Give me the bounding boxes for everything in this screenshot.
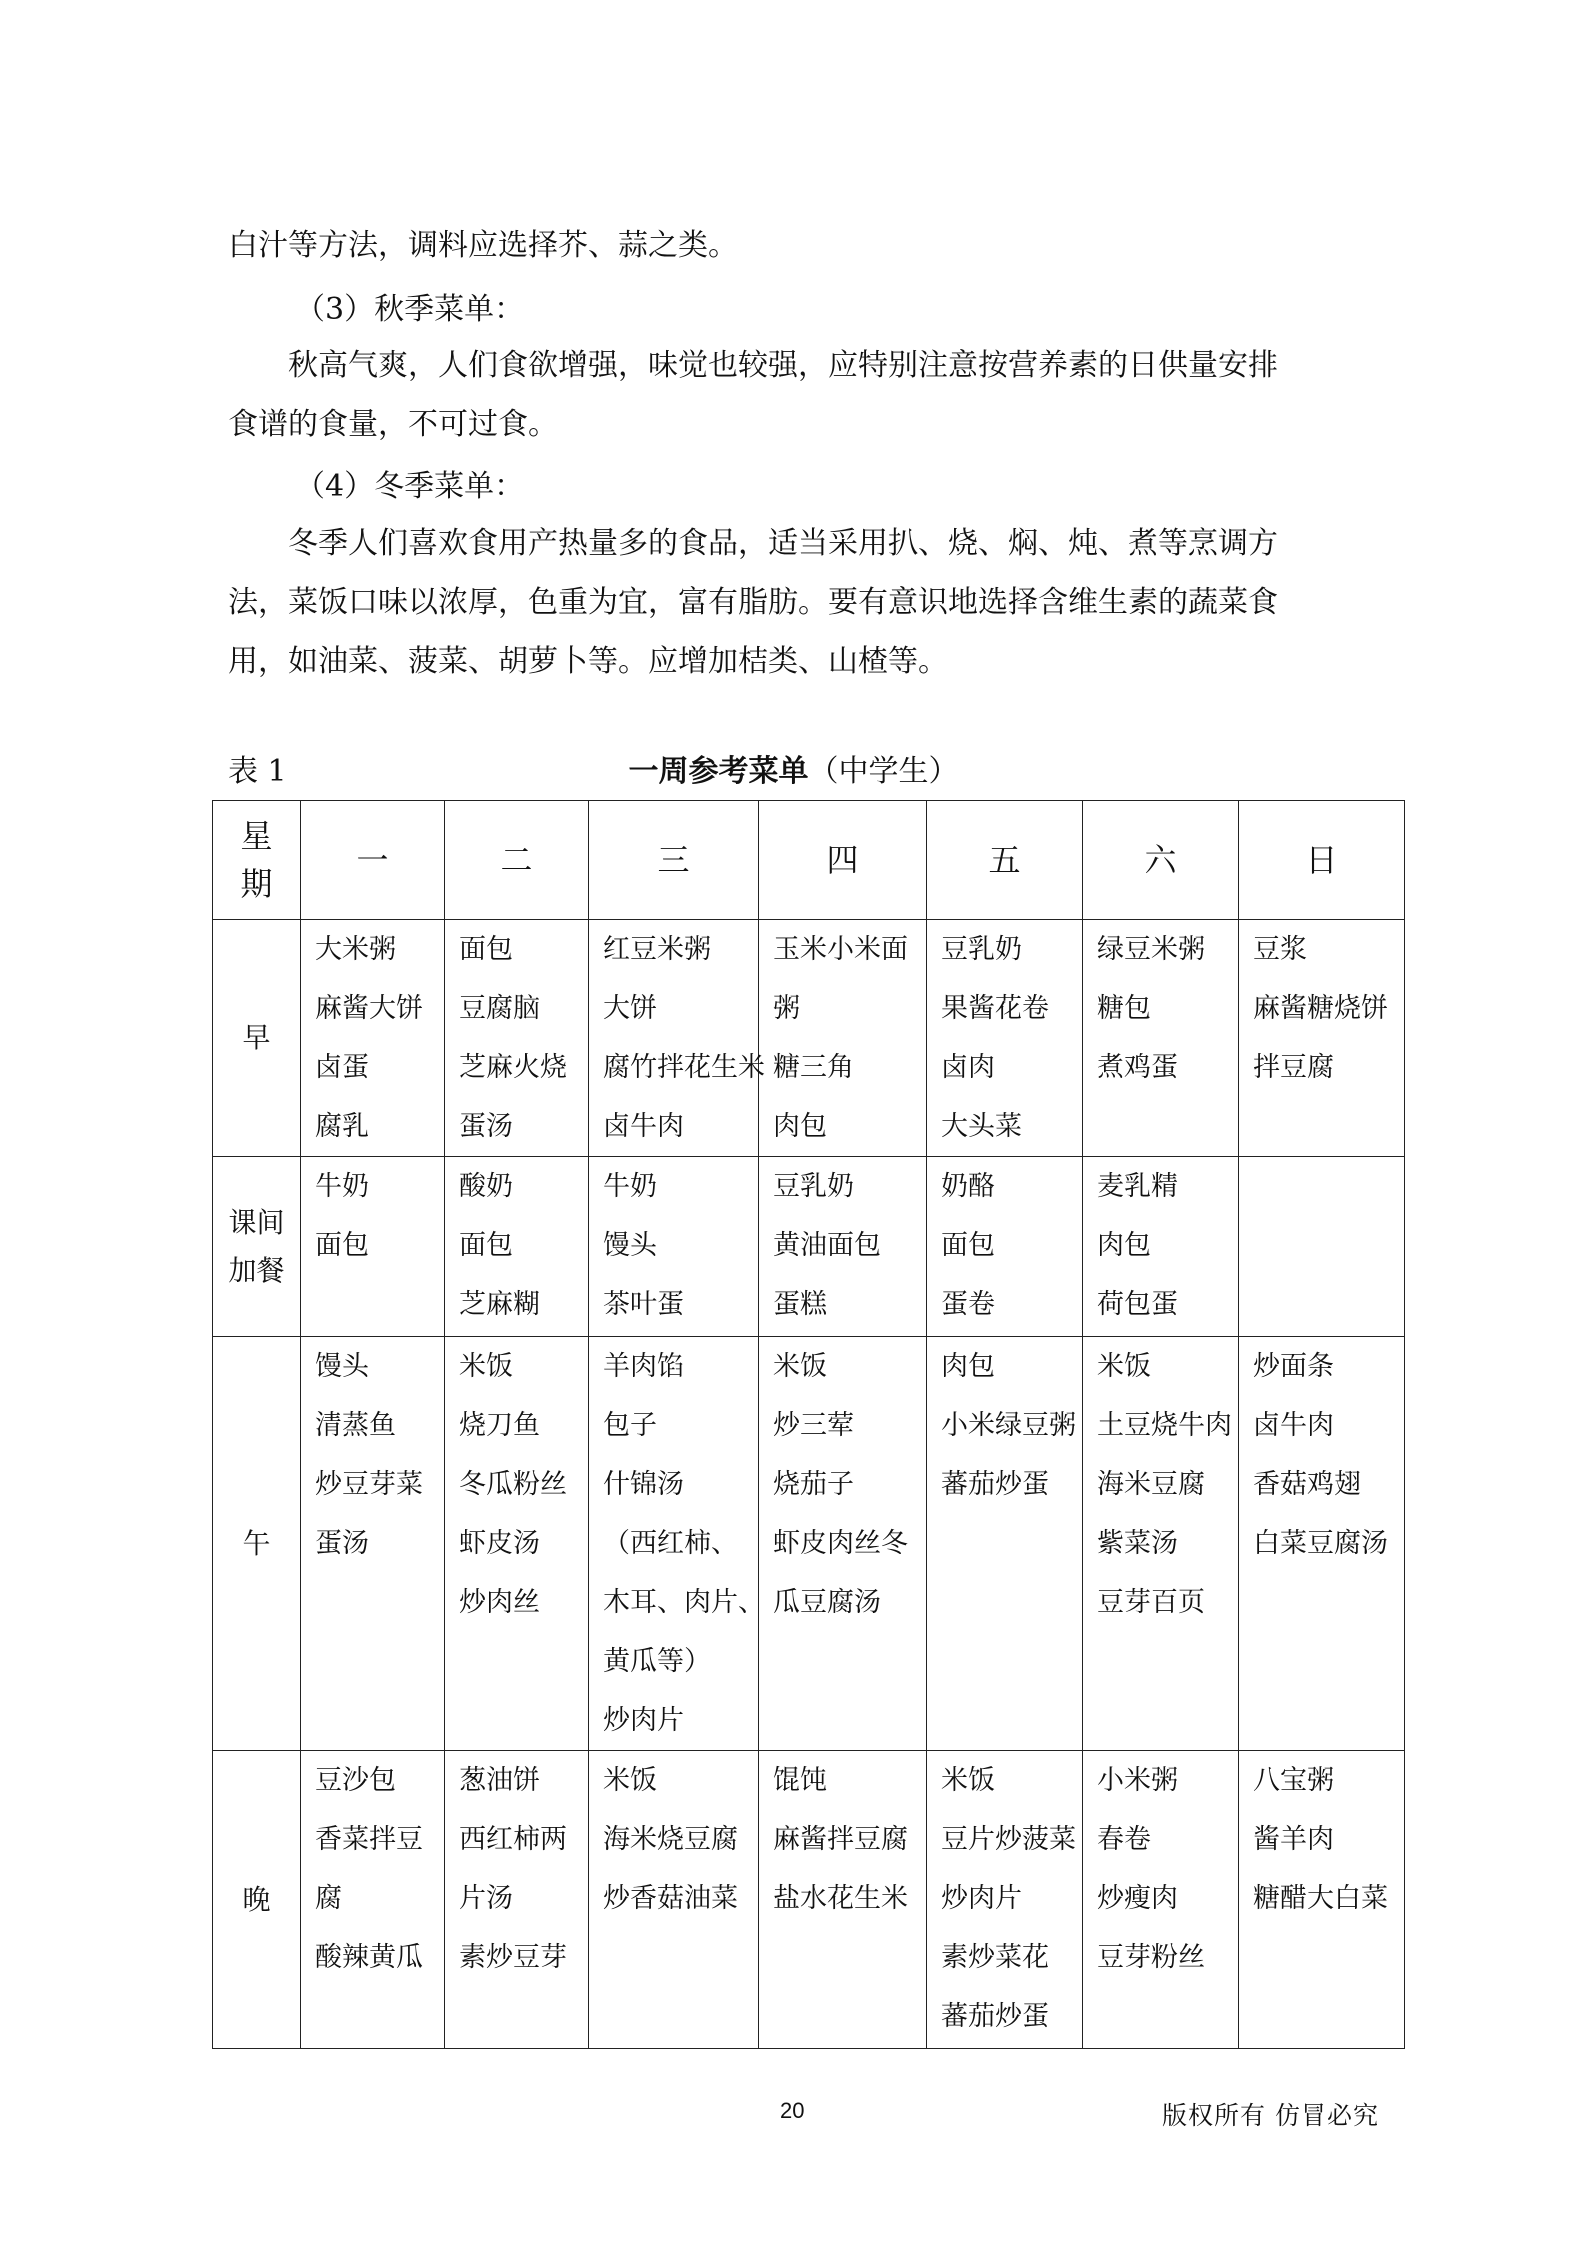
menu-item: 豆腐脑 [459,993,540,1024]
menu-item: 牛奶 [603,1171,657,1202]
menu-item: 面包 [941,1230,995,1261]
menu-item: 黄油面包 [773,1230,881,1261]
menu-cell [1239,1751,1405,2049]
table-title-main: 一周参考菜单 [628,754,809,789]
table-row-dinner [213,1751,1405,2049]
menu-cell [1239,920,1405,1157]
menu-item: 豆乳奶 [941,934,1022,965]
autumn-menu-heading: （3）秋季菜单： [295,292,525,327]
paragraph-autumn [228,336,1360,454]
menu-item: 素炒豆芽 [459,1942,567,1973]
paragraph-winter [228,514,1360,691]
menu-item: 麻酱糖烧饼 [1253,993,1388,1024]
menu-item: 白菜豆腐汤 [1253,1528,1388,1559]
header-day: 二 [445,801,589,920]
menu-item: 炒香菇油菜 [603,1883,738,1914]
menu-item: 紫菜汤 [1097,1528,1178,1559]
menu-item: 馒头 [315,1351,369,1382]
menu-item: 炒豆芽菜 [315,1469,423,1500]
table-row-snack [213,1157,1405,1337]
menu-item: 木耳、肉片、 [603,1587,765,1618]
menu-item: 米饭 [603,1765,657,1796]
menu-cell [301,920,445,1157]
header-day: 日 [1239,801,1405,920]
paragraph-continuation [228,216,1360,275]
menu-item: 面包 [459,934,513,965]
menu-item: 腐 [315,1883,342,1914]
menu-item: 香菇鸡翅 [1253,1469,1361,1500]
menu-cell [1083,1337,1239,1751]
table-title-suffix: （中学生） [808,754,959,789]
menu-item: 春卷 [1097,1824,1151,1855]
table-title [0,752,1587,792]
table-row-breakfast [213,920,1405,1157]
menu-cell [1083,1751,1239,2049]
meal-label-text: 加餐 [228,1253,285,1287]
menu-item: 荷包蛋 [1097,1289,1178,1320]
menu-item: 瓜豆腐汤 [773,1587,881,1618]
menu-item: 煮鸡蛋 [1097,1052,1178,1083]
menu-item: 麦乳精 [1097,1171,1178,1202]
menu-item: 豆芽百页 [1097,1587,1205,1618]
menu-item: 海米烧豆腐 [603,1824,738,1855]
meal-label-text: 早 [242,1021,271,1054]
menu-item: 拌豆腐 [1253,1052,1334,1083]
menu-cell [589,1751,759,2049]
menu-item: 芝麻火烧 [459,1052,567,1083]
menu-item: 虾皮汤 [459,1528,540,1559]
menu-item: 海米豆腐 [1097,1469,1205,1500]
menu-item: 炒三荤 [773,1410,854,1441]
menu-cell [1083,1157,1239,1337]
menu-item: 绿豆米粥 [1097,934,1205,965]
menu-cell [1083,920,1239,1157]
menu-item: 麻酱拌豆腐 [773,1824,908,1855]
menu-item: 蛋汤 [459,1111,513,1142]
menu-item: 面包 [459,1230,513,1261]
menu-item: 酸奶 [459,1171,513,1202]
header-day: 三 [589,801,759,920]
menu-item: 果酱花卷 [941,993,1049,1024]
menu-item: 葱油饼 [459,1765,540,1796]
menu-item: 米饭 [1097,1351,1151,1382]
menu-item: 豆片炒菠菜 [941,1824,1076,1855]
menu-item: 八宝粥 [1253,1765,1334,1796]
menu-cell [759,1337,927,1751]
menu-item: 肉包 [1097,1230,1151,1261]
page-number: 20 [780,2098,805,2123]
header-weekday-char: 期 [240,865,273,903]
menu-cell [445,920,589,1157]
menu-item: 米饭 [459,1351,513,1382]
menu-item: 糖包 [1097,993,1151,1024]
menu-item: 蛋汤 [315,1528,369,1559]
menu-item: 炒肉丝 [459,1587,540,1618]
menu-item: 小米粥 [1097,1765,1178,1796]
meal-label-text: 午 [242,1526,271,1560]
menu-cell [445,1751,589,2049]
menu-cell [1239,1157,1405,1337]
menu-item: 盐水花生米 [773,1883,908,1914]
meal-label [213,1751,301,2049]
menu-item: 糖三角 [773,1052,854,1083]
menu-item: 蕃茄炒蛋 [941,1469,1049,1500]
meal-label [213,1157,301,1337]
table-header-row [213,801,1405,920]
table-label: 表 1 [228,754,287,789]
paragraph-line: 法，菜饭口味以浓厚，色重为宜，富有脂肪。要有意识地选择含维生素的蔬菜食 [228,585,1278,620]
header-day: 一 [301,801,445,920]
menu-item: 酱羊肉 [1253,1824,1334,1855]
menu-item: 豆芽粉丝 [1097,1942,1205,1973]
menu-item: 炒肉片 [603,1705,684,1736]
menu-item: 馄饨 [773,1765,827,1796]
menu-item: 面包 [315,1230,369,1261]
menu-item: 玉米小米面 [773,934,908,965]
copyright-notice: 版权所有 仿冒必究 [1162,2101,1379,2130]
menu-item: 蛋卷 [941,1289,995,1320]
menu-item: 烧茄子 [773,1469,854,1500]
menu-item: 肉包 [941,1351,995,1382]
menu-item: 冬瓜粉丝 [459,1469,567,1500]
menu-item: 蕃茄炒蛋 [941,2001,1049,2032]
meal-label [213,1337,301,1751]
paragraph-line: 用，如油菜、菠菜、胡萝卜等。应增加桔类、山楂等。 [228,644,948,679]
meal-label-text: 课间 [228,1205,285,1239]
menu-cell [589,1157,759,1337]
menu-item: 土豆烧牛肉 [1097,1410,1232,1441]
menu-item: 大米粥 [315,934,396,965]
paragraph-line: 秋高气爽，人们食欲增强，味觉也较强，应特别注意按营养素的日供量安排 [228,348,1278,383]
menu-item: 什锦汤 [603,1469,684,1500]
menu-item: 炒肉片 [941,1883,1022,1914]
menu-item: 米饭 [773,1351,827,1382]
menu-item: 蛋糕 [773,1289,827,1320]
paragraph-line: 白汁等方法，调料应选择芥、蒜之类。 [228,228,738,263]
paragraph-line: 冬季人们喜欢食用产热量多的食品，适当采用扒、烧、焖、炖、煮等烹调方 [228,526,1278,561]
menu-item: 大饼 [603,993,657,1024]
menu-item: 腐竹拌花生米 [603,1052,765,1083]
menu-cell [759,1751,927,2049]
menu-item: 炒面条 [1253,1351,1334,1382]
menu-item: 卤牛肉 [1253,1410,1334,1441]
menu-item: 烧刀鱼 [459,1410,540,1441]
winter-menu-heading: （4）冬季菜单： [295,469,525,504]
menu-cell [445,1337,589,1751]
menu-item: 肉包 [773,1111,827,1142]
menu-item: 西红柿两 [459,1824,567,1855]
menu-item: 麻酱大饼 [315,993,423,1024]
header-day: 五 [927,801,1083,920]
menu-cell [301,1157,445,1337]
weekly-menu-table [212,800,1405,2049]
menu-cell [927,920,1083,1157]
table-row-lunch [213,1337,1405,1751]
menu-item: 香菜拌豆 [315,1824,423,1855]
menu-item: 芝麻糊 [459,1289,540,1320]
menu-item: 素炒菜花 [941,1942,1049,1973]
header-day: 六 [1083,801,1239,920]
header-weekday-label [213,801,301,920]
menu-cell [1239,1337,1405,1751]
menu-cell [589,920,765,1157]
menu-cell [301,1751,445,2049]
menu-item: 腐乳 [315,1111,369,1142]
menu-item: 酸辣黄瓜 [315,1942,423,1973]
menu-item: 糖醋大白菜 [1253,1883,1388,1914]
menu-item: 豆乳奶 [773,1171,854,1202]
menu-item: 馒头 [603,1230,657,1261]
menu-item: 卤蛋 [315,1052,369,1083]
header-weekday-char: 星 [240,817,273,855]
menu-cell [927,1157,1083,1337]
menu-item: 豆浆 [1253,934,1307,965]
menu-item: 牛奶 [315,1171,369,1202]
menu-item: 粥 [773,993,800,1024]
menu-cell [759,1157,927,1337]
menu-item: 米饭 [941,1765,995,1796]
menu-cell [445,1157,589,1337]
menu-item: 片汤 [459,1883,513,1914]
meal-label [213,920,301,1157]
menu-item: 大头菜 [941,1111,1022,1142]
menu-item: 卤牛肉 [603,1111,684,1142]
header-day: 四 [759,801,927,920]
menu-item: 豆沙包 [315,1765,396,1796]
menu-cell [759,920,927,1157]
menu-item: 奶酪 [941,1171,995,1202]
menu-item: （西红柿、 [603,1528,738,1559]
menu-item: 红豆米粥 [603,934,711,965]
menu-cell [927,1751,1083,2049]
menu-item: 茶叶蛋 [603,1289,684,1320]
menu-item: 小米绿豆粥 [941,1410,1076,1441]
menu-item: 炒瘦肉 [1097,1883,1178,1914]
menu-item: 卤肉 [941,1052,995,1083]
meal-label-text: 晚 [242,1882,271,1916]
menu-item: 包子 [603,1410,657,1441]
menu-item: 清蒸鱼 [315,1410,396,1441]
menu-cell [301,1337,445,1751]
menu-cell [589,1337,765,1751]
paragraph-line: 食谱的食量，不可过食。 [228,407,558,442]
menu-cell [927,1337,1083,1751]
menu-item: 羊肉馅 [603,1351,684,1382]
menu-item: 黄瓜等） [603,1646,711,1677]
menu-item: 虾皮肉丝冬 [773,1528,908,1559]
